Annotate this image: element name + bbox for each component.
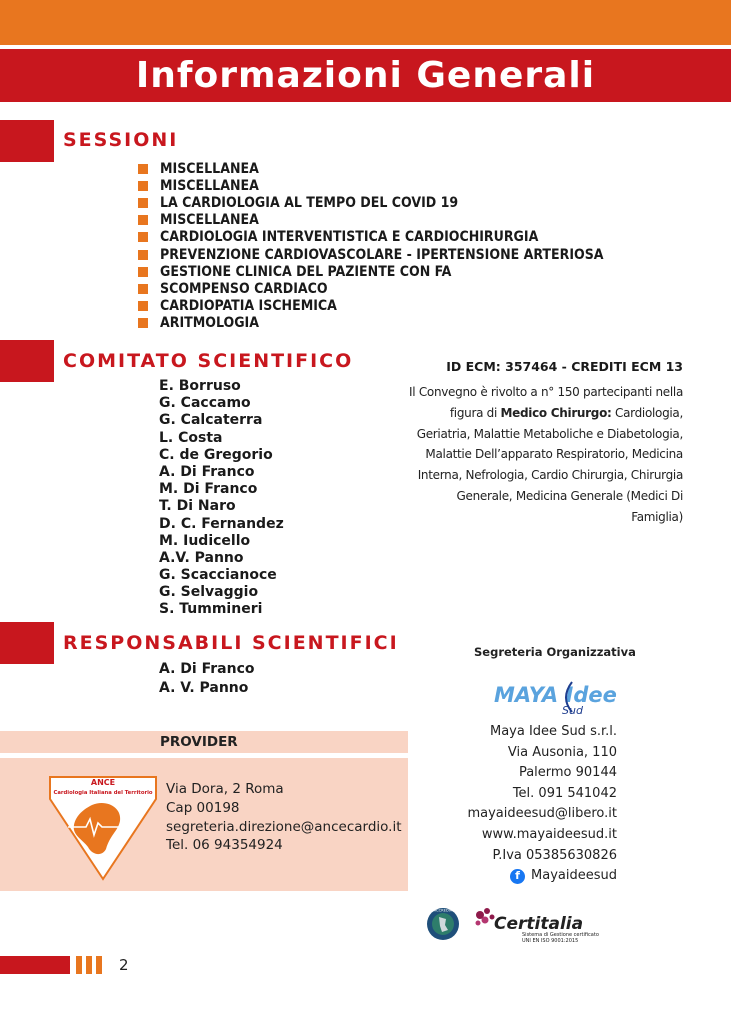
ecm-id: ID ECM: 357464 - CREDITI ECM 13	[446, 359, 683, 374]
square-bullet-icon	[138, 232, 148, 242]
member-name: M. Iudicello	[159, 532, 251, 549]
address-street: Via Ausonia, 110	[507, 744, 617, 760]
session-item: MISCELLANEA	[138, 212, 604, 229]
square-bullet-icon	[138, 250, 148, 260]
member-name: C. de Gregorio	[159, 446, 273, 463]
square-bullet-icon	[138, 318, 148, 328]
segreteria-title: Segreteria Organizzativa	[474, 645, 636, 659]
segreteria-contacts	[467, 722, 617, 887]
square-bullet-icon	[138, 284, 148, 294]
ance-logo	[48, 773, 158, 883]
facebook-link[interactable]	[467, 866, 617, 887]
session-item: CARDIOPATIA ISCHEMICA	[138, 298, 604, 315]
session-item: ARITMOLOGIA	[138, 315, 604, 332]
certitalia-name: Certitalia	[494, 914, 584, 934]
footer-stripes	[76, 956, 102, 974]
website-link[interactable]: www.mayaideesud.it	[481, 826, 617, 842]
square-bullet-icon	[138, 267, 148, 277]
provider-contacts	[166, 780, 402, 855]
address-city: Palermo 90144	[518, 765, 617, 781]
footer-stripe	[96, 956, 102, 974]
maya-logo-text: MAYA Idee	[494, 683, 617, 707]
email-link[interactable]: mayaideesud@libero.it	[467, 806, 617, 822]
maya-logo-sub: Sud	[562, 704, 583, 717]
square-bullet-icon	[138, 181, 148, 191]
provider-label: PROVIDER	[160, 734, 238, 750]
member-name: M. Di Franco	[159, 481, 258, 498]
page-number: 2	[119, 956, 129, 974]
ecm-desc-bold: Medico Chirurgo:	[500, 405, 612, 420]
certitalia-norm: UNI EN ISO 9001:2015	[522, 938, 579, 944]
ance-logo-sub: Cardiologia Italiana del Territorio	[53, 790, 153, 796]
facebook-icon: f	[510, 869, 525, 884]
comitato-members	[159, 378, 284, 619]
session-item: CARDIOLOGIA INTERVENTISTICA E CARDIOCHIRURGIA	[138, 229, 604, 246]
footer-stripe	[76, 956, 82, 974]
accredia-logo	[426, 905, 460, 943]
ecm-desc-rest: Cardiologia, Geriatria, Malattie Metaboliche e Diabetologia, Malattie Dell’apparato Respiratorio, Medicina Interna, Nefrologia, Cardio Chirurgia, Chirurgia Generale, Medicina Generale (Medici Di Famiglia)	[416, 405, 683, 524]
provider-address: Via Dora, 2 Roma	[166, 781, 284, 797]
member-name: G. Scaccianoce	[159, 567, 277, 584]
provider-postal-code: Cap 00198	[166, 799, 240, 816]
phone: Tel. 091 541042	[512, 785, 617, 801]
member-name: L. Costa	[159, 429, 223, 446]
member-name: A. V. Panno	[159, 680, 249, 696]
member-name: A. Di Franco	[159, 463, 255, 480]
member-name: G. Calcaterra	[159, 412, 263, 429]
ecm-description	[403, 382, 683, 528]
member-name: G. Selvaggio	[159, 584, 259, 601]
vat-number: P.Iva 05385630826	[492, 847, 617, 863]
comitato-title: COMITATO SCIENTIFICO	[63, 350, 354, 372]
responsabili-members	[159, 661, 254, 699]
member-name: A. Di Franco	[159, 661, 255, 677]
sessioni-tab	[0, 120, 54, 162]
company-name: Maya Idee Sud s.r.l.	[490, 724, 617, 739]
provider-phone: Tel. 06 94354924	[166, 837, 283, 854]
comitato-tab	[0, 340, 54, 382]
footer-stripe	[86, 956, 92, 974]
header-band	[0, 49, 731, 102]
page-title: Informazioni Generali	[135, 55, 596, 96]
sessioni-title: SESSIONI	[63, 129, 179, 151]
member-name: E. Borruso	[159, 378, 241, 394]
facebook-label: Mayaideesud	[531, 868, 617, 884]
member-name: T. Di Naro	[159, 498, 236, 515]
top-orange-band	[0, 0, 731, 45]
member-name: D. C. Fernandez	[159, 515, 284, 532]
ecm-desc-intro: Il Convegno è rivolto a n° 150 partecipanti nella figura di	[409, 385, 683, 420]
sessions-list	[138, 160, 604, 332]
square-bullet-icon	[138, 215, 148, 225]
accredia-logo-text: ACCREDIA	[433, 908, 453, 913]
session-item: GESTIONE CLINICA DEL PAZIENTE CON FA	[138, 263, 604, 280]
member-name: S. Tummineri	[159, 601, 263, 618]
responsabili-tab	[0, 622, 54, 664]
responsabili-title: RESPONSABILI SCIENTIFICI	[63, 632, 399, 654]
square-bullet-icon	[138, 198, 148, 208]
certitalia-sub: Sistema di Gestione certificato	[522, 932, 599, 938]
provider-email-link[interactable]: segreteria.direzione@ancecardio.it	[166, 818, 402, 835]
session-item: SCOMPENSO CARDIACO	[138, 280, 604, 297]
maya-idee-logo	[492, 676, 617, 718]
ance-logo-title: ANCE	[90, 778, 116, 787]
session-item: MISCELLANEA	[138, 177, 604, 194]
footer-bar	[0, 956, 70, 974]
session-item: LA CARDIOLOGIA AL TEMPO DEL COVID 19	[138, 194, 604, 211]
member-name: G. Caccamo	[159, 395, 251, 412]
member-name: A.V. Panno	[159, 549, 244, 566]
square-bullet-icon	[138, 301, 148, 311]
square-bullet-icon	[138, 164, 148, 174]
session-item: PREVENZIONE CARDIOVASCOLARE - IPERTENSIONE ARTERIOSA	[138, 246, 604, 263]
session-item: MISCELLANEA	[138, 160, 604, 177]
certitalia-logo	[472, 903, 620, 945]
